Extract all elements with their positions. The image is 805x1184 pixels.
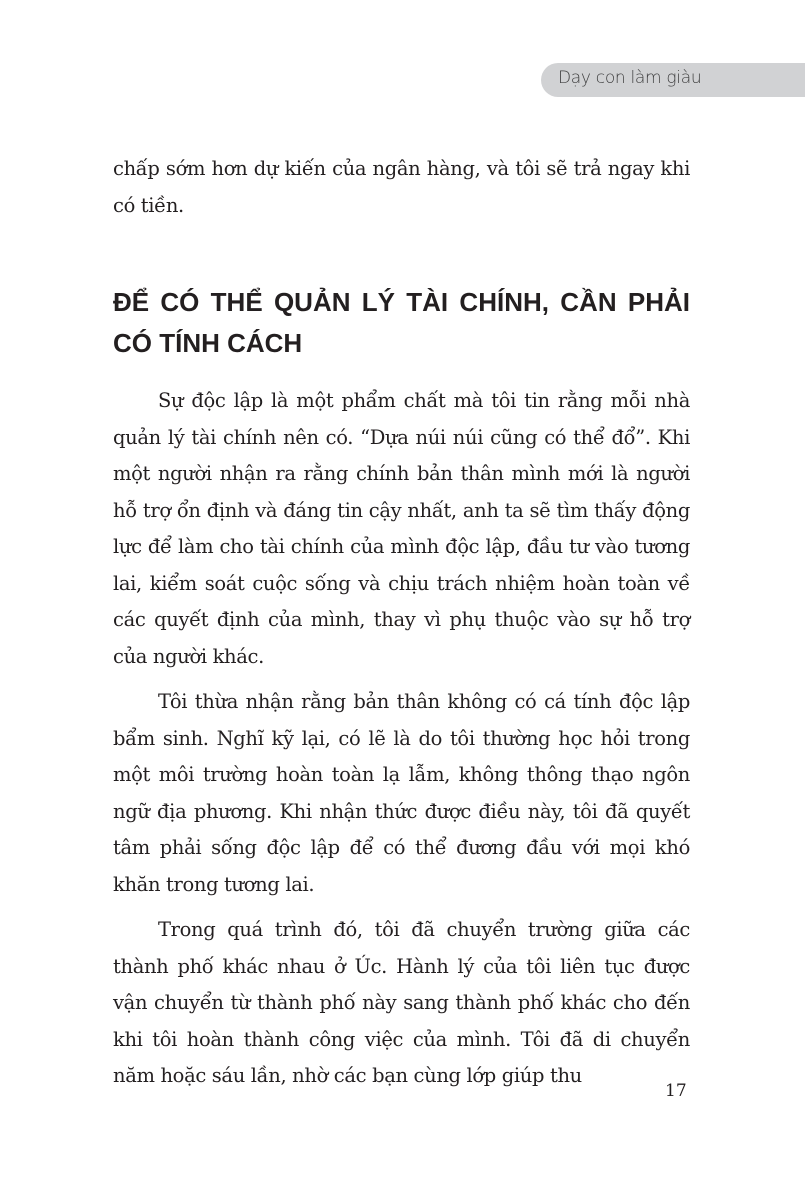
main-text-block — [113, 383, 690, 1095]
paragraph-2: Tôi thừa nhận rằng bản thân không có cá tính độc lập bẩm sinh. Nghĩ kỹ lại, có lẽ là do tôi thường học hỏi trong một môi trường hoàn toàn lạ lẫm, không thông thạo ngôn ngữ địa phương. Khi nhận thức được điều này, tôi đã quyết tâm phải sống độc lập để có thể đương đầu với mọi khó khăn trong tương lai. — [113, 690, 690, 896]
continuation-paragraph: chấp sớm hơn dự kiến của ngân hàng, và tôi sẽ trả ngay khi có tiền. — [113, 157, 690, 217]
running-header-tab — [541, 63, 805, 97]
paragraph-3: Trong quá trình đó, tôi đã chuyển trường giữa các thành phố khác nhau ở Úc. Hành lý của tôi liên tục được vận chuyển từ thành phố này sang thành phố khác cho đến khi tôi hoàn thành công việc của mình. Tôi đã di chuyển năm hoặc sáu lần, nhờ các bạn cùng lớp giúp thu — [113, 918, 690, 1087]
running-title: Dạy con làm giàu — [558, 68, 702, 88]
continuation-text-block — [113, 151, 690, 224]
paragraph-1: Sự độc lập là một phẩm chất mà tôi tin rằng mỗi nhà quản lý tài chính nên có. “Dựa núi núi cũng có thể đổ”. Khi một người nhận ra rằng chính bản thân mình mới là người hỗ trợ ổn định và đáng tin cậy nhất, anh ta sẽ tìm thấy động lực để làm cho tài chính của mình độc lập, đầu tư vào tương lai, kiểm soát cuộc sống và chịu trách nhiệm hoàn toàn về các quyết định của mình, thay vì phụ thuộc vào sự hỗ trợ của người khác. — [113, 389, 690, 668]
section-heading: ĐỂ CÓ THỂ QUẢN LÝ TÀI CHÍNH, CẦN PHẢI CÓ TÍNH CÁCH — [113, 287, 690, 358]
page-number: 17 — [665, 1081, 687, 1101]
